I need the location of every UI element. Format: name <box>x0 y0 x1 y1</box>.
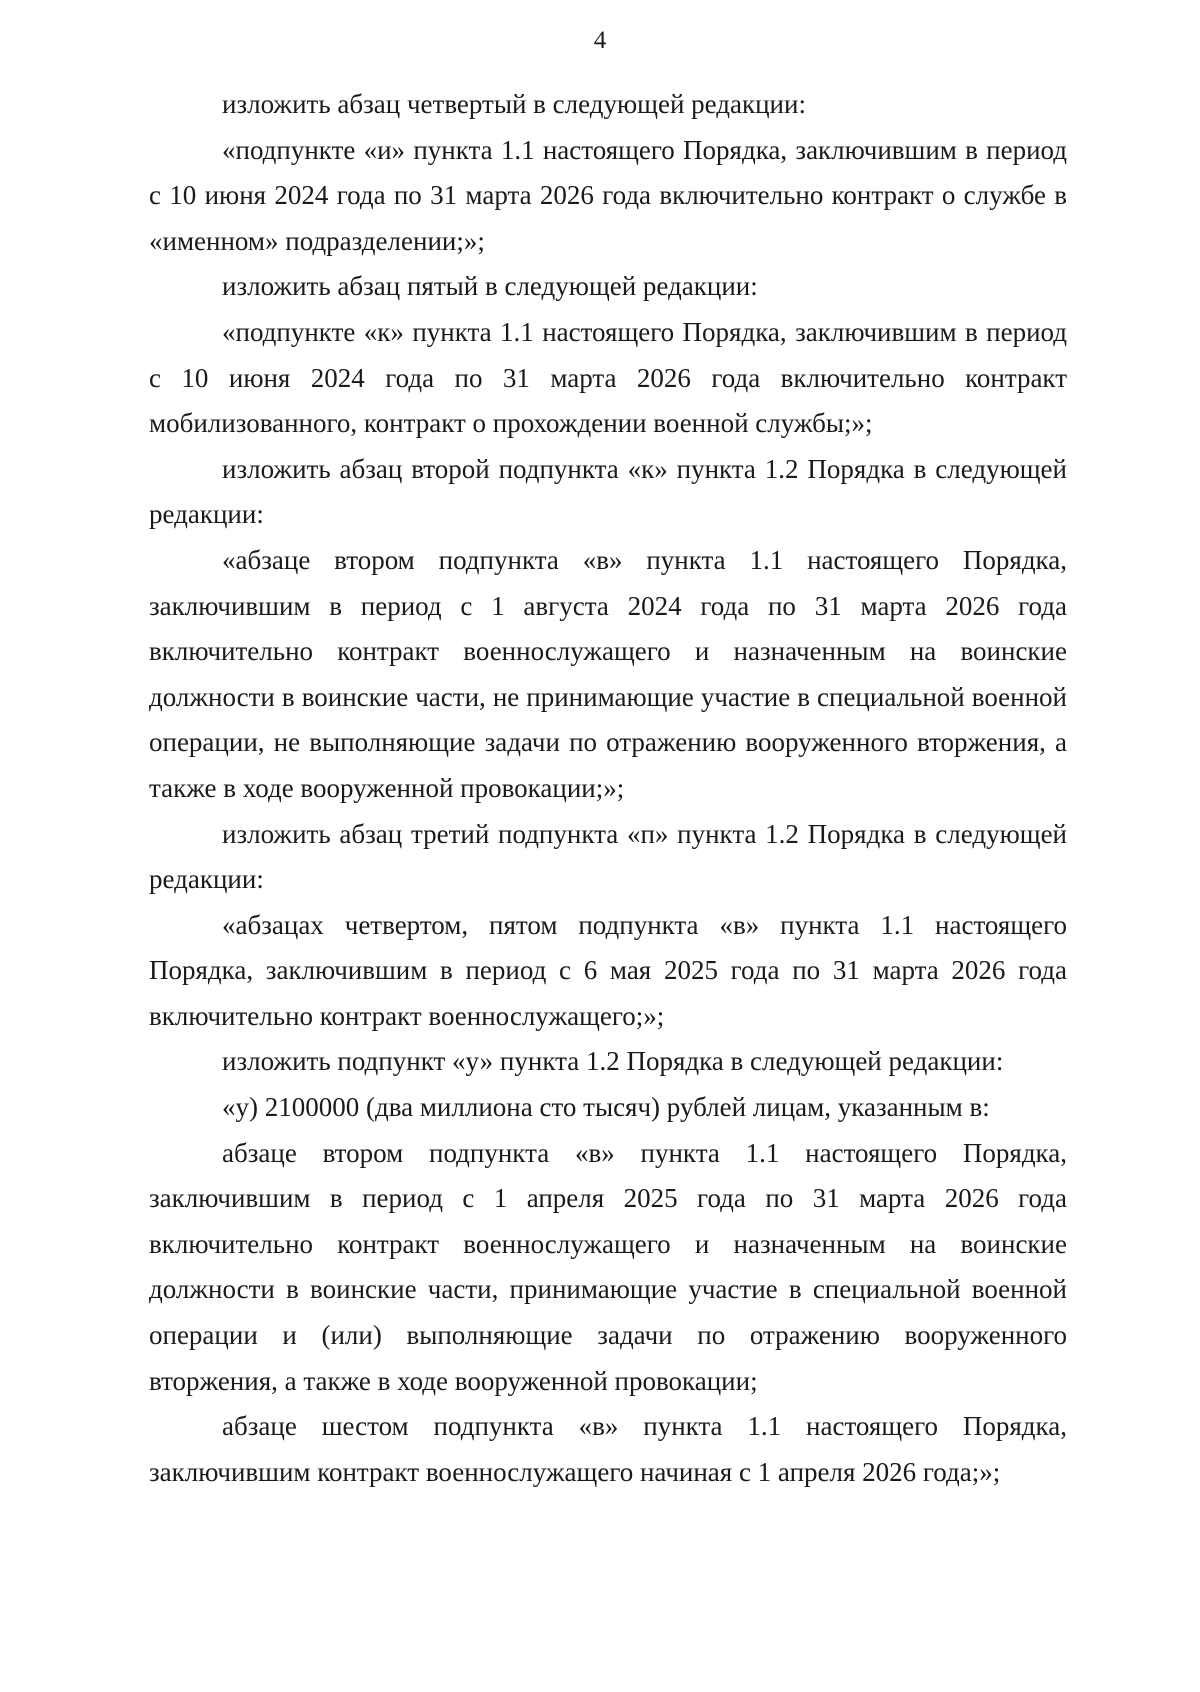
paragraph: абзаце шестом подпункта «в» пункта 1.1 настоящего Порядка, заключившим контракт военнослужащего начиная с 1 апреля 2026 года;»; <box>149 1411 1067 1487</box>
paragraph: изложить подпункт «у» пункта 1.2 Порядка в следующей редакции: <box>222 1046 1004 1077</box>
paragraph: «подпункте «и» пункта 1.1 настоящего Порядка, заключившим в период с 10 июня 2024 года по 31 марта 2026 года включительно контракт о службе в «именном» подразделении;»; <box>149 134 1067 256</box>
paragraph: изложить абзац пятый в следующей редакции: <box>222 271 758 302</box>
paragraph: изложить абзац четвертый в следующей редакции: <box>222 89 806 119</box>
document-body <box>149 82 1067 1495</box>
paragraph: «подпункте «к» пункта 1.1 настоящего Порядка, заключившим в период с 10 июня 2024 года по 31 марта 2026 года включительно контракт мобилизованного, контракт о прохождении военной службы;»; <box>149 316 1067 439</box>
page-number: 4 <box>593 27 607 54</box>
paragraph: «абзаце втором подпункта «в» пункта 1.1 настоящего Порядка, заключившим в период с 1 августа 2024 года по 31 марта 2026 года включительно контракт военнослужащего и назначенным на воинские должности в воинские части, не принимающие участие в специальной военной операции, не выполняющие задачи по отражению вооруженного вторжения, а также в ходе вооруженной провокации;»; <box>149 544 1067 803</box>
paragraph: изложить абзац третий подпункта «п» пункта 1.2 Порядка в следующей редакции: <box>149 818 1067 895</box>
paragraph: «абзацах четвертом, пятом подпункта «в» пункта 1.1 настоящего Порядка, заключившим в период с 6 мая 2025 года по 31 марта 2026 года включительно контракт военнослужащего;»; <box>149 909 1067 1031</box>
paragraph: абзаце втором подпункта «в» пункта 1.1 настоящего Порядка, заключившим в период с 1 апреля 2025 года по 31 марта 2026 года включительно контракт военнослужащего и назначенным на воинские должности в воинские части, принимающие участие в специальной военной операции и (или) выполняющие задачи по отражению вооруженного вторжения, а также в ходе вооруженной провокации; <box>149 1137 1067 1396</box>
paragraph: «у) 2100000 (два миллиона сто тысяч) рублей лицам, указанным в: <box>222 1092 990 1123</box>
paragraph: изложить абзац второй подпункта «к» пункта 1.2 Порядка в следующей редакции: <box>149 453 1067 530</box>
